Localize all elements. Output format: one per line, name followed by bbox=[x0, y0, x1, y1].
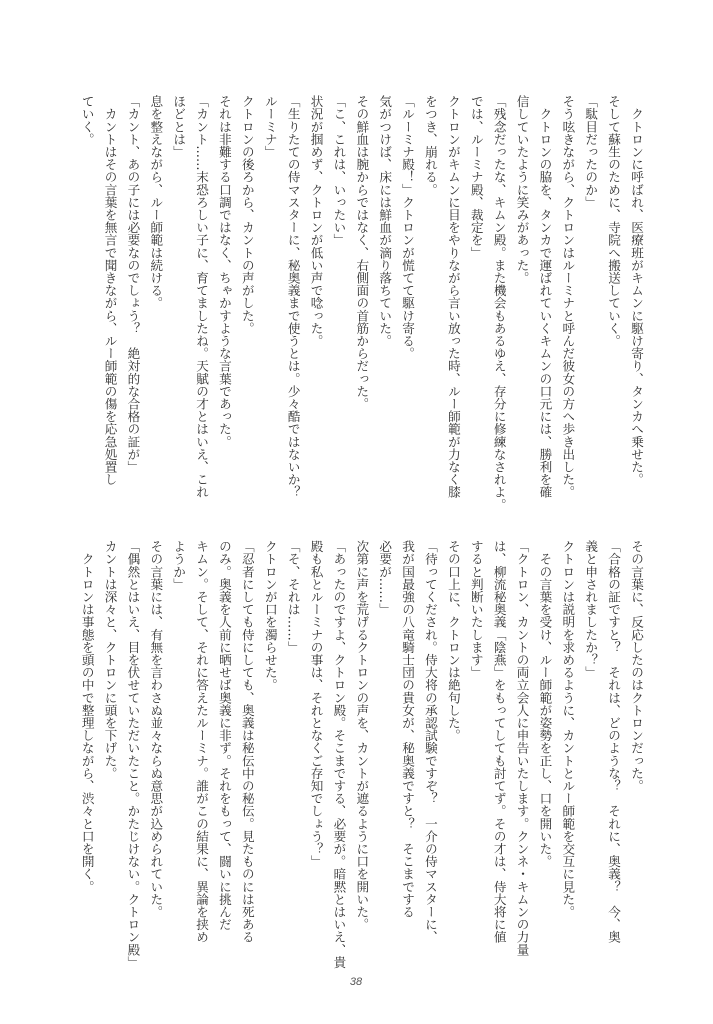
text-column: クトロンがキムンに目をやりながら言い放った時、ルー師範が力なく膝 bbox=[445, 95, 461, 499]
text-column: ようか」 bbox=[171, 540, 187, 591]
text-column: 「合格の証ですと？ それは、どのような？ それに、奥義？ 今、奥 bbox=[606, 540, 622, 944]
text-column: すると判断いたします」 bbox=[468, 540, 484, 679]
text-column: その言葉を受け、ルー師範が姿勢を正し、口を開いた。 bbox=[537, 540, 553, 868]
text-column: 「カント……末恐ろしい子に、育てましたね。天賦の才とはいえ、これ bbox=[194, 95, 210, 499]
text-column: 次第に声を荒げるクトロンの声を、カントが遮るように口を開いた。 bbox=[354, 540, 370, 931]
text-column: 義と申されましたか？」 bbox=[583, 540, 599, 679]
text-column: 我が国最強の八竜騎士団の貴女が、秘奥義ですと？ そこまでする bbox=[400, 540, 416, 918]
text-column: クトロンが口を濁らせた。 bbox=[262, 540, 278, 692]
text-column: 「忍者にしても侍にしても、奥義は秘伝中の秘伝。見たものには死ある bbox=[239, 540, 255, 944]
text-column: クトロンは説明を求めるように、カントとルー師範を交互に見た。 bbox=[560, 540, 576, 918]
text-column: 気がつけば、床には鮮血が滴り落ちていた。 bbox=[377, 95, 393, 347]
text-column: 必要が……」 bbox=[377, 540, 393, 616]
text-column: 状況が掴めず、クトロンが低い声で唸った。 bbox=[308, 95, 324, 347]
text-column: その口上に、クトロンは絶句した。 bbox=[445, 540, 461, 742]
text-column: 「生りたての侍マスターに、秘奥義まで使うとは。少々酷ではないか？ bbox=[285, 95, 301, 499]
text-block-upper bbox=[74, 95, 647, 511]
text-column: その鮮血は腕からではなく、右側面の首筋からだった。 bbox=[354, 95, 370, 410]
text-column: 「残念だったな、キムン殿。また機会もあるゆえ、存分に修練なされよ。 bbox=[491, 95, 507, 511]
text-column: クトロンは事態を頭の中で整理しながら、渋々と口を開く。 bbox=[79, 540, 95, 893]
text-column: その言葉に、反応したのはクトロンだった。 bbox=[629, 540, 644, 792]
text-column: 信していたように笑みがあった。 bbox=[514, 95, 530, 284]
text-column: のみ。奥義を人前に晒せば奥義に非ず。それをもって、闘いに挑んだ bbox=[216, 540, 232, 931]
text-column: 息を整えながら、ルー師範は続ける。 bbox=[148, 95, 164, 310]
page-number: 38 bbox=[349, 976, 363, 988]
text-column: クトロンに呼ばれ、医療班がキムンに駆け寄り、タンカへ乗せた。 bbox=[629, 95, 644, 486]
text-column: をつき、崩れる。 bbox=[422, 95, 438, 196]
text-column: 「クトロン、カントの両立会人に申告いたします。クンネ・キムンの力量 bbox=[514, 540, 530, 956]
text-column: 「駄目だったのか」 bbox=[583, 95, 599, 209]
text-column: クトロンの後ろから、カントの声がした。 bbox=[239, 95, 255, 335]
text-column: 「偶然とはいえ、目を伏せていただいたこと。かたじけない。クトロン殿」 bbox=[125, 540, 141, 969]
text-column: は、柳流秘奥義「陰燕」をもってしても討てず。その才は、侍大将に値 bbox=[491, 540, 507, 944]
text-column: 「こ、これは、いったい」 bbox=[331, 95, 347, 247]
text-column: ほどとは」 bbox=[171, 95, 187, 158]
text-column: 「そ、それは……」 bbox=[285, 540, 301, 654]
text-column: キムン。そして、それに答えたルーミナ。誰がこの結果に、異論を挟め bbox=[194, 540, 210, 944]
text-column: カントは深々と、クトロンに頭を下げた。 bbox=[102, 540, 118, 780]
text-column: その言葉には、有無を言わさぬ並々ならぬ意思が込められていた。 bbox=[148, 540, 164, 918]
text-column: そう呟きながら、クトロンはルーミナと呼んだ彼女の方へ歩き出した。 bbox=[560, 95, 576, 499]
text-column: カントはその言葉を無言で聞きながら、ルー師範の傷を応急処置し bbox=[102, 95, 118, 486]
text-column: 「あったのですよ、クトロン殿。そこまでする、必要が。暗黙とはいえ、貴 bbox=[331, 540, 347, 969]
text-column: クトロンの脇を、タンカで運ばれていくキムンの口元には、勝利を確 bbox=[537, 95, 553, 499]
text-column: それは非難する口調ではなく、ちゃかすような言葉であった。 bbox=[216, 95, 232, 448]
text-column: そして蘇生のために、寺院へ搬送していく。 bbox=[606, 95, 622, 347]
text-column: 「ルーミナ殿！」クトロンが慌てて駆け寄る。 bbox=[400, 95, 416, 360]
text-column: 「待ってくだされ。侍大将の承認試験ですぞ？ 一介の侍マスターに、 bbox=[422, 540, 438, 944]
text-column: ていく。 bbox=[79, 95, 95, 146]
text-block-lower bbox=[74, 540, 647, 969]
text-column: では、ルーミナ殿、裁定を」 bbox=[468, 95, 484, 259]
text-column: ルーミナ」 bbox=[262, 95, 278, 158]
text-column: 「カント、あの子には必要なのでしょう？ 絶対的な合格の証が」 bbox=[125, 95, 141, 473]
text-column: 殿も私とルーミナの事は、それとなくご存知でしょう？」 bbox=[308, 540, 324, 868]
